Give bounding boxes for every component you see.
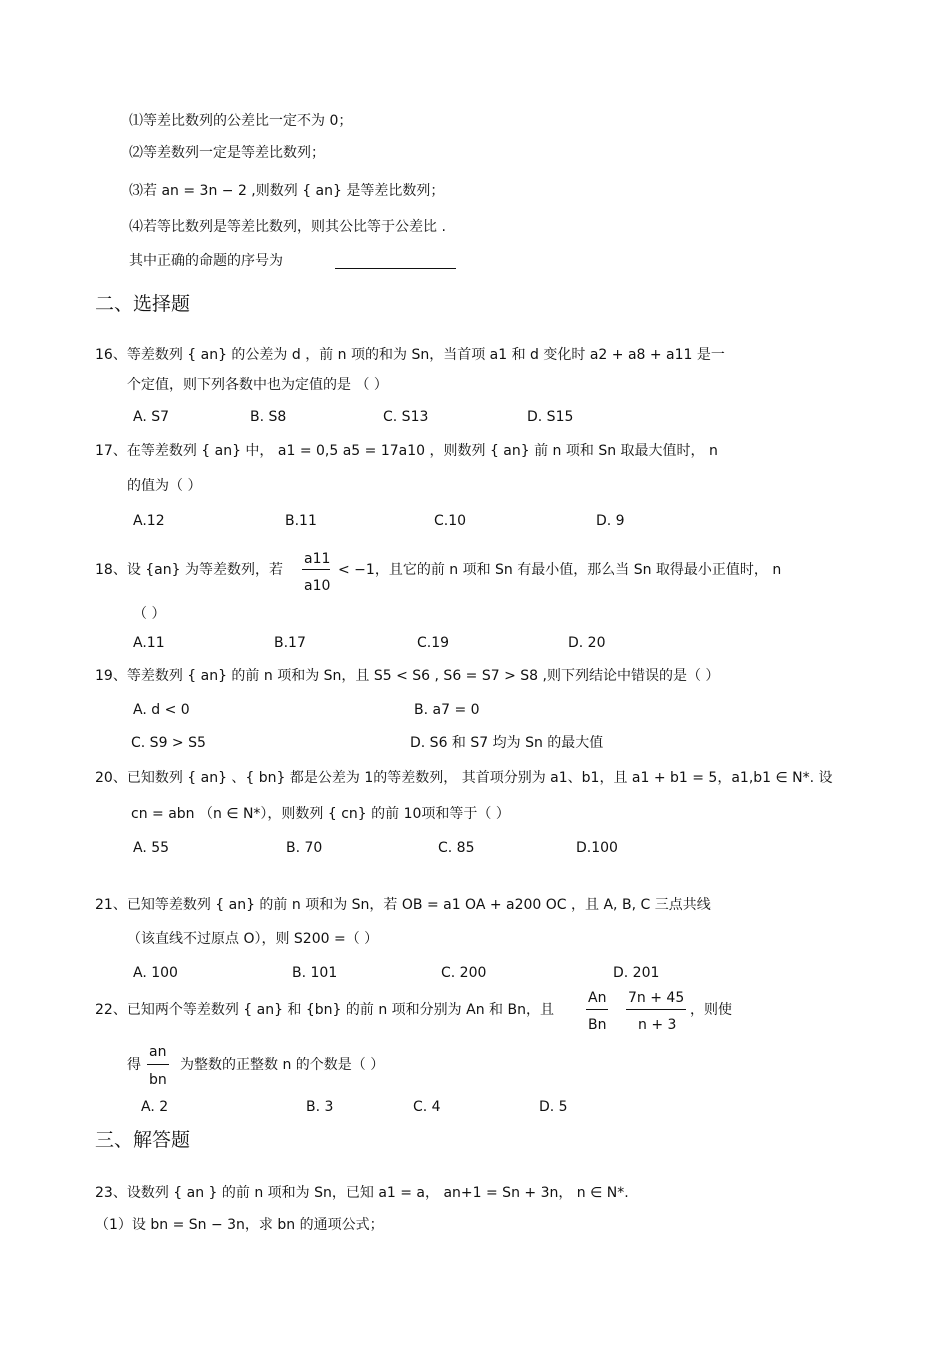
q21-option-a: A. 100 [133,965,178,981]
q22-stem-line2-prefix: 得 [127,1057,141,1073]
statement-3: ⑶若 an = 3n − 2 ,则数列 { an} 是等差比数列； [129,183,445,199]
q19-option-d: D. S6 和 S7 均为 Sn 的最大值 [410,735,604,751]
q22-fraction2-numerator: 7n + 45 [628,990,685,1006]
q16-option-b: B. S8 [250,409,287,425]
q16-option-a: A. S7 [133,409,170,425]
q17-option-c: C.10 [434,513,467,529]
q18-fraction-denominator: a10 [304,578,331,594]
q17-option-b: B.11 [285,513,317,529]
q18-option-d: D. 20 [568,635,606,651]
q18-option-a: A.11 [133,635,165,651]
q17-option-d: D. 9 [596,513,625,529]
q20-option-c: C. 85 [438,840,475,856]
q17-stem-line1: 17、在等差数列 { an} 中， a1 = 0,5 a5 = 17a10 ，则数列 { an} 前 n 项和 Sn 取最大值时， n [95,443,718,459]
q22-stem-line2-suffix: 为整数的正整数 n 的个数是（ ） [180,1057,385,1073]
q22-fraction1-bar [586,1009,608,1010]
q20-option-a: A. 55 [133,840,170,856]
q21-stem-line2: （该直线不过原点 O），则 S200 =（ ） [127,931,379,947]
q21-option-d: D. 201 [613,965,660,981]
q17-stem-line2: 的值为（ ） [127,478,202,494]
q21-stem-line1: 21、已知等差数列 { an} 的前 n 项和为 Sn，若 OB = a1 OA + a200 OC ，且 A, B, C 三点共线 [95,897,711,913]
answer-prompt: 其中正确的命题的序号为 [129,253,283,269]
q16-stem-line2: 个定值，则下列各数中也为定值的是 （ ） [127,377,388,393]
q22-option-c: C. 4 [413,1099,441,1115]
q22-fraction3-denominator: bn [149,1072,167,1088]
q22-fraction1-numerator: An [588,990,607,1006]
q22-fraction1-denominator: Bn [588,1017,607,1033]
q20-option-d: D.100 [576,840,618,856]
q19-option-c: C. S9 > S5 [131,735,206,751]
q21-option-c: C. 200 [441,965,487,981]
statement-4: ⑷若等比数列是等差比数列，则其公比等于公差比 . [129,219,446,235]
q22-stem-prefix: 22、已知两个等差数列 { an} 和 {bn} 的前 n 项和分别为 An 和 Bn，且 [95,1002,554,1018]
q17-option-a: A.12 [133,513,165,529]
q19-option-a: A. d < 0 [133,702,190,718]
q20-stem-line2: cn = abn （n ∈ N*），则数列 { cn} 的前 10项和等于（ ） [131,806,510,822]
q22-option-d: D. 5 [539,1099,568,1115]
q16-option-c: C. S13 [383,409,429,425]
q21-option-b: B. 101 [292,965,338,981]
q18-fraction-numerator: a11 [304,551,331,567]
q19-stem: 19、等差数列 { an} 的前 n 项和为 Sn，且 S5 < S6 , S6 = S7 > S8 ,则下列结论中错误的是（ ） [95,668,720,684]
q22-option-b: B. 3 [306,1099,334,1115]
q23-part1: （1）设 bn = Sn − 3n，求 bn 的通项公式； [95,1217,384,1233]
q18-option-b: B.17 [274,635,306,651]
q18-stem-suffix: < −1，且它的前 n 项和 Sn 有最小值，那么当 Sn 取得最小正值时， n [338,562,782,578]
q16-option-d: D. S15 [527,409,574,425]
q22-option-a: A. 2 [141,1099,169,1115]
q22-fraction3-numerator: an [149,1044,167,1060]
statement-1: ⑴等差比数列的公差比一定不为 0； [129,113,353,129]
answer-blank [335,268,456,269]
q18-option-c: C.19 [417,635,450,651]
q20-stem-line1: 20、已知数列 { an} 、{ bn} 都是公差为 1的等差数列， 其首项分别为 a1、b1，且 a1 + b1 = 5，a1,b1 ∈ N*. 设 [95,770,833,786]
statement-2: ⑵等差数列一定是等差比数列； [129,145,325,161]
q22-fraction3-bar [147,1064,169,1065]
q20-option-b: B. 70 [286,840,323,856]
q18-stem-line2: （ ） [133,606,166,622]
q19-option-b: B. a7 = 0 [414,702,480,718]
q18-stem-prefix: 18、设 {an} 为等差数列，若 [95,562,283,578]
q22-fraction2-denominator: n + 3 [638,1017,677,1033]
q22-stem-suffix: ，则使 [690,1002,732,1018]
section-title-solution: 三、解答题 [95,1129,191,1151]
q22-fraction2-bar [626,1009,686,1010]
section-title-choice: 二、选择题 [95,293,191,315]
q23-stem: 23、设数列 { an } 的前 n 项和为 Sn，已知 a1 = a， an+1 = Sn + 3n， n ∈ N*. [95,1185,629,1201]
q16-stem-line1: 16、等差数列 { an} 的公差为 d ，前 n 项的和为 Sn，当首项 a1 和 d 变化时 a2 + a8 + a11 是一 [95,347,725,363]
q18-fraction-bar [302,569,330,570]
